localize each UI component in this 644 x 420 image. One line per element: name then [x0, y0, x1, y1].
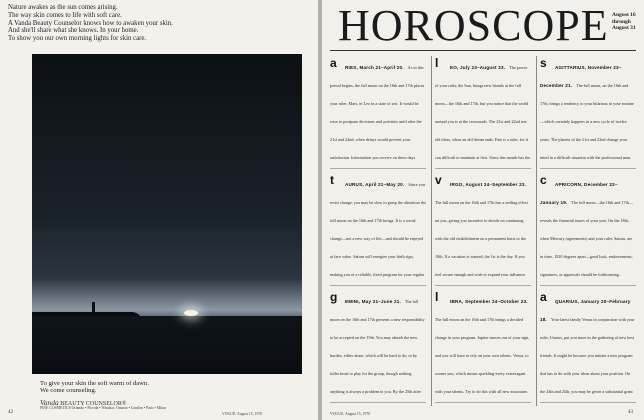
page-title: HOROSCOPE: [338, 1, 609, 50]
sign-text: The full moon on the 16th and 17th brings a decided change in your program. Jupiter moves out of your sign, and you will have to rely on your own talents. Venus, to sooner you, which means sparkling-every extravagant with your talents. Try to do this with all new associates: [435, 317, 530, 394]
ad-intro-line: And she'll share what she knows. In your home.: [8, 27, 139, 35]
sign-text: Since you resist change, you may be slow to grasp the alteration the full moon on the 16th and 17th brings. It is a social change—not a new way of life—and should be enjoyed at face value. Saturn will energize your birth sign, making you of a reliable, fixed program for your regular: [330, 182, 426, 277]
sign-sagittarius: [540, 56, 636, 169]
drop-cap: a: [540, 290, 547, 304]
ad-intro-line: A Vanda Beauty Counselor knows how to awaken your skin.: [8, 19, 173, 27]
title-rule: [330, 50, 636, 51]
sign-text: The full moon, on the 16th and 17th, brings a tendency to your hilarious in your routine—which certainly happens in a new cycle of twelve years. The planets of the 21st and 22nd change your mind in a difficult situation with the professional man.: [540, 83, 634, 160]
sign-heading: EO, July 23–August 23.: [450, 65, 506, 70]
drop-cap: a: [330, 56, 337, 70]
person-silhouette: [92, 302, 95, 316]
ad-caption: [40, 380, 149, 395]
sign-heading: RIES, March 21–April 20.: [345, 65, 404, 70]
folio: VOGUE, August 15, 1970: [330, 412, 371, 416]
sign-heading: APRICORN, December 22–January 19.: [540, 182, 618, 205]
sign-text: As in this period begins, the full moon on the 16th and 17th places your ruler, Mars, in Leo in a state of test. It would be wise to postpone decisions and activities until after the 21st and 22nd, when delays would prevent your satisfaction. Information you receive on these days: [330, 65, 425, 160]
drop-cap: c: [540, 173, 547, 187]
sign-leo: [435, 56, 531, 169]
sign-heading: IRGO, August 24–September 23.: [450, 182, 527, 187]
ad-intro-copy: [8, 4, 308, 43]
column-1: [330, 56, 426, 408]
drop-cap: v: [435, 173, 442, 187]
date-range: [612, 12, 636, 32]
sign-heading: EMINI, May 21–June 21.: [345, 299, 401, 304]
sign-libra: [435, 290, 531, 403]
drop-cap: g: [330, 290, 338, 304]
sign-heading: IBRA, September 24–October 23.: [450, 299, 528, 304]
folio: VOGUE, August 15, 1970: [222, 412, 263, 416]
advertisement-page: [0, 0, 318, 420]
horizon: [32, 316, 302, 374]
sign-text: The power of your ruler, the Sun, brings new friends at the full moon—the 16th and 17th, but you notice that the world around you is at the crossroads. The 21st and 22nd test old ideas, when an old dream ends. Fate is a ruler, for it can difficult to maintain at first. Since this month has the: [435, 65, 531, 160]
ad-intro-line: Nature awakes as the sun comes arising.: [8, 4, 118, 11]
ad-intro-line: The way skin comes to life with soft care.: [8, 11, 122, 19]
ad-caption-line: We come counseling.: [40, 387, 97, 395]
brand-name: Vanda: [40, 398, 59, 407]
date-line: August 16: [612, 12, 636, 18]
ad-intro-line: To show you our own morning lights for skin care.: [8, 35, 147, 43]
column-3: [540, 56, 636, 408]
brand-subline: FINE COSMETICS Orlando • Florida • Windsor, Ontario • London • Paris • Milan: [40, 406, 166, 410]
sign-text: The full moon on the 16th and 17th presents a new responsibility to be accepted on the 19th. You may absorb the new burden, either alone, which will be hard to do, or by fuller heart to play for the group, though nothing anything is always a problem to you. By the 25th after: [330, 299, 425, 394]
drop-cap: l: [435, 56, 439, 70]
sign-gemini: [330, 290, 426, 403]
sign-heading: AGITTARIUS, November 23–December 21.: [540, 65, 622, 88]
sign-aquarius: [540, 290, 636, 403]
sign-text: Your latest family Venus in conjunction with your ruler, Uranus, put you more in the gathering of new best friends. It might be because you initiate a new program that has to do with your ideas about your position. On the 24th and 25th, you may be given a substantial grant: [540, 317, 635, 394]
column-rule: [431, 56, 432, 406]
page-number: 42: [8, 410, 13, 415]
sign-cancer: [330, 407, 426, 408]
brand-suffix: BEAUTY COUNSELOR®: [60, 401, 127, 407]
sign-pisces: [540, 407, 636, 408]
drop-cap: t: [330, 173, 334, 187]
sign-virgo: [435, 173, 531, 286]
rising-sun: [184, 310, 198, 316]
sign-taurus: [330, 173, 426, 286]
horoscope-page: [322, 0, 644, 420]
sign-text: The full moon—the 16th and 17th—reveals the financial issues of your year. On the 18th, when Mercury (agreements) and your ruler, Saturn, are in trine, 1520 degrees apart—good luck, endorsements, signatures, or approvals should be forthcoming.: [540, 200, 634, 277]
drop-cap: s: [540, 56, 547, 70]
sunrise-photo: [32, 54, 302, 374]
sign-text: The full moon on the 16th and 17th has a settling effect on you, giving you incentive to decide on continuing with the old establishment on a permanent basis or the 18th. If a vacation is wanted, the 1st is the day. If you feel secure enough and wish to expand your influence: [435, 200, 528, 277]
sign-aries: [330, 56, 426, 169]
sign-scorpio: [435, 407, 531, 408]
column-rule: [536, 56, 537, 406]
date-line: through: [612, 18, 631, 25]
drop-cap: l: [435, 290, 439, 304]
ad-caption-line: To give your skin the soft warm of dawn.: [40, 380, 149, 387]
date-line: August 31: [612, 25, 636, 32]
page-number: 43: [628, 410, 633, 415]
sign-capricorn: [540, 173, 636, 286]
sign-heading: QUARIUS, January 20–February 18.: [540, 299, 631, 322]
sign-heading: AURUS, April 21–May 20.: [345, 182, 405, 187]
column-2: [435, 56, 531, 408]
